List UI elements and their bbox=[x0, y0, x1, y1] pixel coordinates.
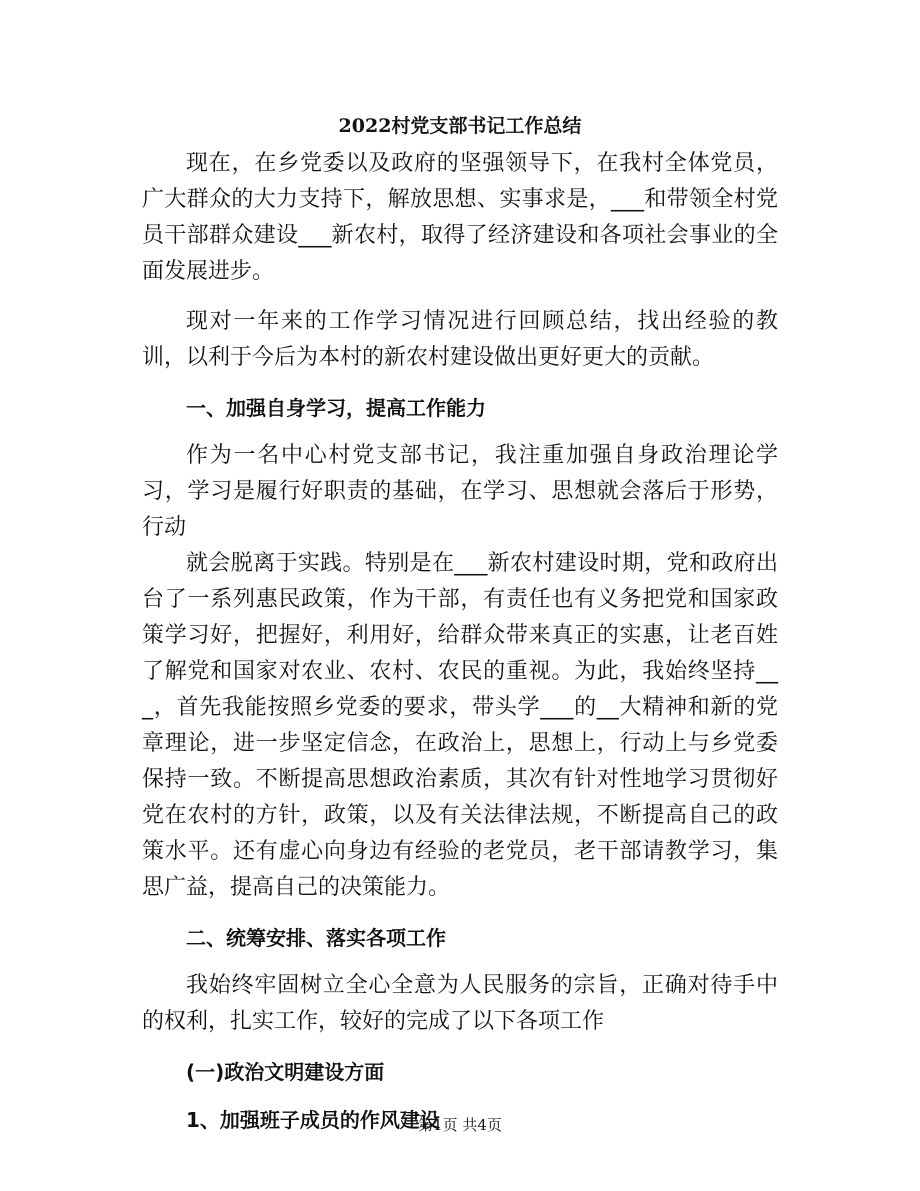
paragraph-review: 现对一年来的工作学习情况进行回顾总结，找出经验的教训，以利于今后为本村的新农村建设做出更好更大的贡献。 bbox=[142, 309, 778, 370]
paragraph-work: 我始终牢固树立全心全意为人民服务的宗旨，正确对待手中的权利，扎实工作，较好的完成了以下各项工作 bbox=[142, 973, 778, 1034]
paragraph-study-1: 作为一名中心村党支部书记，我注重加强自身政治理论学习，学习是履行好职责的基础，在学习、思想就会落后于形势，行动 bbox=[142, 443, 778, 540]
paragraph-intro: 现在，在乡党委以及政府的坚强领导下，在我村全体党员，广大群众的大力支持下，解放思想、实事求是，___和带领全村党员干部群众建设___新农村，取得了经济建设和各项社会事业的全面发展进步。 bbox=[142, 151, 778, 284]
section-heading-1: 一、加强自身学习，提高工作能力 bbox=[186, 396, 486, 420]
item-heading-1: 1、加强班子成员的作风建设 bbox=[186, 1108, 440, 1132]
document-body bbox=[142, 146, 778, 1150]
subsection-heading-1: (一)政治文明建设方面 bbox=[186, 1060, 385, 1084]
document-title: 2022村党支部书记工作总结 bbox=[338, 115, 582, 137]
paragraph-study-2: 就会脱离于实践。特别是在___新农村建设时期，党和政府出台了一系列惠民政策，作为干部，有责任也有义务把党和国家政策学习好，把握好，利用好，给群众带来真正的实惠，让老百姓了解党和国家对农业、农村、农民的重视。为此，我始终坚持___，首先我能按照乡党委的要求，带头学___的__大精神和新的党章理论，进一步坚定信念，在政治上，思想上，行动上与乡党委保持一致。不断提高思想政治素质，其次有针对性地学习贯彻好党在农村的方针，政策，以及有关法律法规，不断提高自己的政策水平。还有虚心向身边有经验的老党员，老干部请教学习，集思广益，提高自己的决策能力。 bbox=[142, 551, 778, 900]
section-heading-2: 二、统筹安排、落实各项工作 bbox=[186, 926, 446, 950]
page-number: 第1页 共4页 bbox=[418, 1116, 502, 1134]
